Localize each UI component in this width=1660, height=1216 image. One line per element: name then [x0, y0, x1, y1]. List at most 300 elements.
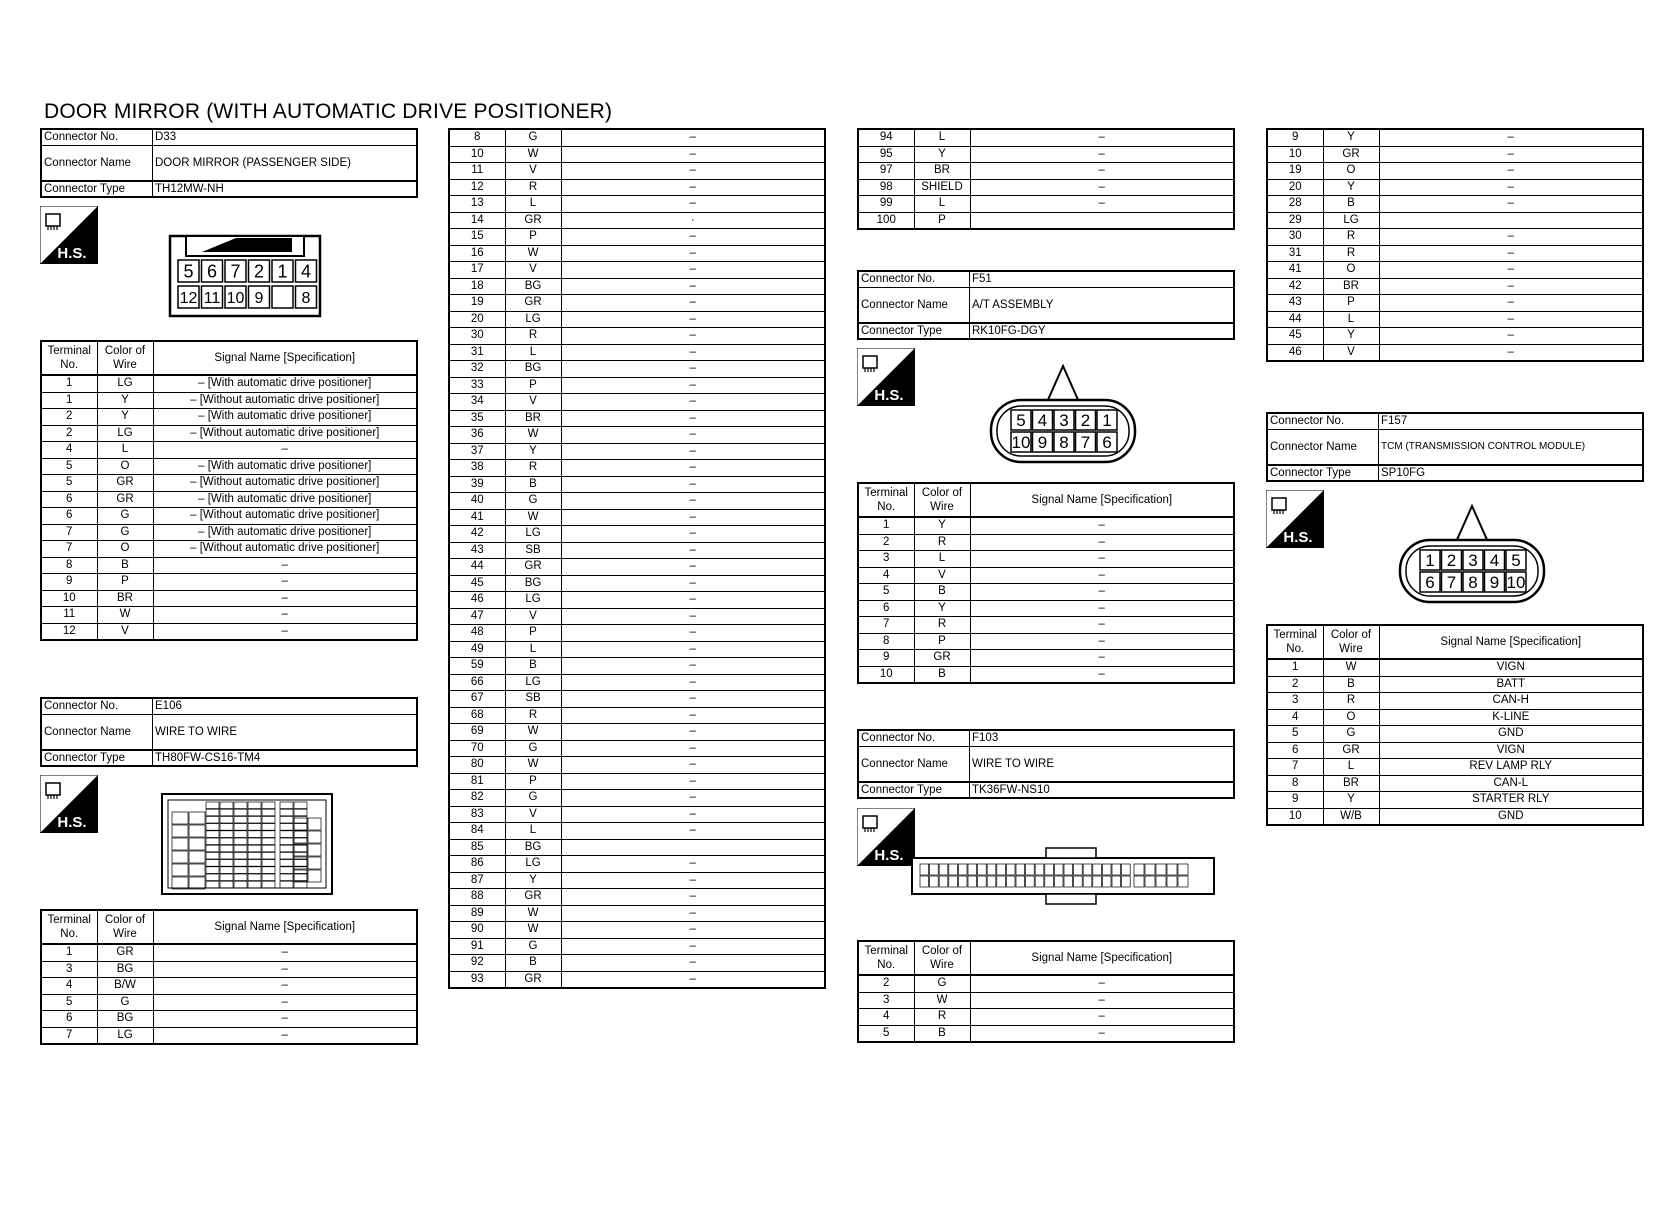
terminal-no-cell: 6: [41, 508, 97, 525]
pin-number: 8: [1468, 573, 1478, 593]
harness-side-icon: [40, 775, 98, 833]
table-row: [858, 567, 1234, 584]
wire-color-cell: G: [505, 790, 561, 807]
wire-color-cell: SB: [505, 542, 561, 559]
table-row: [1267, 129, 1643, 146]
signal-name-cell: ·: [561, 212, 825, 229]
terminal-no-cell: 45: [449, 575, 505, 592]
table-row: [1267, 278, 1643, 295]
terminal-no-cell: 44: [449, 559, 505, 576]
signal-name-cell: K-LINE: [1379, 709, 1643, 726]
terminal-no-cell: 2: [858, 534, 914, 551]
table-row: [449, 328, 825, 345]
terminal-no-cell: 11: [41, 607, 97, 624]
signal-name-cell: –: [1379, 179, 1643, 196]
terminal-no-cell: 90: [449, 922, 505, 939]
wire-color-cell: W: [505, 427, 561, 444]
d33-connector-face: [166, 232, 330, 320]
table-row: [449, 625, 825, 642]
wire-color-cell: R: [505, 179, 561, 196]
signal-name-cell: –: [1379, 245, 1643, 262]
table-row: [449, 790, 825, 807]
wire-color-cell: R: [914, 534, 970, 551]
terminal-no-cell: 16: [449, 245, 505, 262]
f157-connector-type: SP10FG: [1379, 465, 1644, 481]
wire-color-cell: BG: [97, 1011, 153, 1028]
table-row: [1267, 693, 1643, 710]
pin-number: 9: [254, 289, 264, 307]
wire-color-cell: V: [505, 163, 561, 180]
terminal-no-cell: 13: [449, 196, 505, 213]
e106-connector-info: Connector No. E106 Connector Name WIRE TO WIRE Connector Type TH80FW-CS16-TM4: [40, 697, 418, 767]
wire-color-cell: Y: [1323, 328, 1379, 345]
wire-color-cell: V: [914, 567, 970, 584]
table-row: [858, 212, 1234, 229]
terminal-no-cell: 15: [449, 229, 505, 246]
table-row: [449, 427, 825, 444]
wire-color-cell: L: [914, 196, 970, 213]
signal-name-cell: –: [970, 650, 1234, 667]
signal-name-cell: –: [561, 625, 825, 642]
pin-number: 4: [1037, 411, 1048, 431]
signal-name-cell: –: [1379, 163, 1643, 180]
terminal-no-cell: 43: [449, 542, 505, 559]
terminal-no-cell: 10: [1267, 146, 1323, 163]
wire-color-cell: P: [505, 229, 561, 246]
terminal-no-cell: 39: [449, 476, 505, 493]
table-row: [449, 410, 825, 427]
terminal-no-cell: 4: [41, 978, 97, 995]
table-row: [449, 443, 825, 460]
wire-color-cell: W: [505, 724, 561, 741]
terminal-no-cell: 41: [449, 509, 505, 526]
terminal-no-cell: 6: [41, 1011, 97, 1028]
wire-color-cell: Y: [1323, 792, 1379, 809]
terminal-no-cell: 8: [1267, 775, 1323, 792]
wire-color-cell: BR: [1323, 775, 1379, 792]
terminal-no-cell: 4: [41, 442, 97, 459]
signal-name-cell: –: [1379, 278, 1643, 295]
wire-color-cell: V: [505, 262, 561, 279]
signal-name-cell: –: [561, 196, 825, 213]
terminal-no-cell: 10: [1267, 808, 1323, 825]
table-row: [41, 425, 417, 442]
wire-color-cell: B: [97, 557, 153, 574]
wire-color-cell: P: [97, 574, 153, 591]
table-row: [449, 691, 825, 708]
table-row: [449, 641, 825, 658]
table-row: [449, 658, 825, 675]
table-row: [449, 757, 825, 774]
wire-color-cell: G: [914, 975, 970, 992]
signal-name-cell: VIGN: [1379, 659, 1643, 676]
wire-color-cell: BG: [505, 361, 561, 378]
signal-name-cell: –: [970, 146, 1234, 163]
terminal-no-cell: 10: [41, 590, 97, 607]
signal-name-cell: –: [561, 129, 825, 146]
signal-name-cell: –: [561, 229, 825, 246]
table-row: [41, 409, 417, 426]
signal-name-cell: –: [970, 633, 1234, 650]
table-row: [1267, 676, 1643, 693]
table-row: [449, 377, 825, 394]
table-row: [449, 839, 825, 856]
wire-color-cell: G: [97, 524, 153, 541]
table-row: [858, 129, 1234, 146]
svg-text:H.S.: H.S.: [57, 245, 87, 262]
terminal-no-cell: 46: [1267, 344, 1323, 361]
wire-color-cell: L: [1323, 311, 1379, 328]
wire-color-cell: BR: [505, 410, 561, 427]
page-title: DOOR MIRROR (WITH AUTOMATIC DRIVE POSITIONER): [44, 100, 613, 123]
f51-connector-no: F51: [970, 271, 1235, 287]
terminal-no-cell: 41: [1267, 262, 1323, 279]
wire-color-cell: P: [914, 212, 970, 229]
terminal-no-cell: 8: [449, 129, 505, 146]
signal-name-cell: [1379, 212, 1643, 229]
wire-color-cell: W: [914, 992, 970, 1009]
terminal-no-cell: 43: [1267, 295, 1323, 312]
signal-name-cell: –: [561, 295, 825, 312]
signal-name-cell: –: [970, 567, 1234, 584]
terminal-no-cell: 7: [858, 617, 914, 634]
harness-side-icon: [857, 348, 915, 406]
pin-number: 3: [1468, 551, 1478, 571]
wire-color-cell: O: [1323, 709, 1379, 726]
table-row: [41, 574, 417, 591]
terminal-no-cell: 2: [41, 409, 97, 426]
table-row: [449, 872, 825, 889]
wire-color-cell: LG: [505, 674, 561, 691]
wire-color-cell: G: [505, 938, 561, 955]
signal-name-cell: –: [561, 146, 825, 163]
table-row: [1267, 295, 1643, 312]
signal-name-cell: –: [561, 278, 825, 295]
pin-number: 4: [1489, 551, 1500, 571]
pin-number: 6: [1425, 573, 1435, 593]
wire-color-cell: GR: [1323, 146, 1379, 163]
terminal-no-cell: 14: [449, 212, 505, 229]
wire-color-cell: L: [914, 129, 970, 146]
pin-number: 3: [1059, 411, 1069, 431]
table-row: [449, 278, 825, 295]
terminal-no-cell: 35: [449, 410, 505, 427]
table-row: [449, 592, 825, 609]
table-row: [449, 856, 825, 873]
terminal-no-cell: 91: [449, 938, 505, 955]
signal-name-cell: –: [561, 592, 825, 609]
terminal-no-cell: 4: [858, 567, 914, 584]
signal-name-cell: –: [561, 361, 825, 378]
svg-text:H.S.: H.S.: [57, 814, 87, 831]
wire-color-cell: LG: [97, 425, 153, 442]
pin-number: 7: [1080, 433, 1091, 453]
terminal-no-cell: 94: [858, 129, 914, 146]
wire-color-cell: L: [505, 344, 561, 361]
wire-color-cell: P: [505, 773, 561, 790]
wire-color-cell: G: [97, 508, 153, 525]
signal-name-cell: VIGN: [1379, 742, 1643, 759]
f103-connector-info: Connector No. F103 Connector Name WIRE TO WIRE Connector Type TK36FW-NS10: [857, 729, 1235, 799]
signal-name-cell: –: [970, 600, 1234, 617]
table-row: [41, 623, 417, 640]
table-row: [449, 493, 825, 510]
pin-number: 1: [1102, 411, 1112, 431]
table-row: [41, 590, 417, 607]
signal-name-cell: –: [561, 493, 825, 510]
table-row: [858, 633, 1234, 650]
terminal-no-cell: 9: [858, 650, 914, 667]
table-row: [449, 361, 825, 378]
wire-color-cell: R: [914, 1009, 970, 1026]
signal-name-cell: – [With automatic drive positioner]: [153, 491, 417, 508]
signal-name-cell: – [With automatic drive positioner]: [153, 524, 417, 541]
table-row: [41, 607, 417, 624]
signal-name-cell: –: [1379, 262, 1643, 279]
table-row: [449, 509, 825, 526]
table-row: [41, 994, 417, 1011]
table-row: [1267, 311, 1643, 328]
table-row: [1267, 775, 1643, 792]
terminal-no-cell: 10: [858, 666, 914, 683]
signal-name-cell: –: [561, 757, 825, 774]
terminal-no-cell: 4: [858, 1009, 914, 1026]
terminal-no-cell: 89: [449, 905, 505, 922]
terminal-no-cell: 8: [41, 557, 97, 574]
signal-name-cell: –: [561, 443, 825, 460]
pin-number: 7: [1446, 573, 1457, 593]
signal-name-cell: –: [970, 196, 1234, 213]
terminal-no-cell: 5: [1267, 726, 1323, 743]
terminal-no-cell: 2: [858, 975, 914, 992]
terminal-no-cell: 88: [449, 889, 505, 906]
table-row: [1267, 344, 1643, 361]
signal-name-cell: –: [561, 179, 825, 196]
signal-name-cell: –: [1379, 229, 1643, 246]
wire-color-cell: W/B: [1323, 808, 1379, 825]
terminal-no-cell: 30: [449, 328, 505, 345]
e106-terminal-table: Terminal No. Color of Wire Signal Name [Specification] 1 GR – 3 BG – 4 B/W – 5 G – 6 BG – 7 LG –: [40, 909, 418, 1045]
wire-color-cell: BR: [1323, 278, 1379, 295]
signal-name-cell: GND: [1379, 808, 1643, 825]
wire-color-cell: P: [1323, 295, 1379, 312]
wire-color-cell: P: [914, 633, 970, 650]
signal-name-cell: –: [561, 955, 825, 972]
table-row: [449, 575, 825, 592]
terminal-no-cell: 4: [1267, 709, 1323, 726]
terminal-no-cell: 10: [449, 146, 505, 163]
terminal-no-cell: 19: [1267, 163, 1323, 180]
terminal-no-cell: 32: [449, 361, 505, 378]
table-row: [858, 600, 1234, 617]
wire-color-cell: Y: [914, 600, 970, 617]
f103-connector-face: [910, 846, 1218, 908]
svg-text:H.S.: H.S.: [1283, 529, 1313, 546]
terminal-no-cell: 67: [449, 691, 505, 708]
terminal-no-cell: 84: [449, 823, 505, 840]
wire-color-cell: Y: [97, 409, 153, 426]
table-row: [1267, 792, 1643, 809]
terminal-no-cell: 12: [41, 623, 97, 640]
terminal-no-cell: 85: [449, 839, 505, 856]
wire-color-cell: W: [505, 922, 561, 939]
table-row: [449, 262, 825, 279]
terminal-no-cell: 70: [449, 740, 505, 757]
f51-terminal-table: Terminal No. Color of Wire Signal Name [Specification] 1 Y – 2 R – 3 L – 4 V – 5 B – 6 Y – 7 R – 8 P – 9 GR – 10 B –: [857, 482, 1235, 684]
terminal-no-cell: 5: [41, 994, 97, 1011]
terminal-no-cell: 7: [41, 524, 97, 541]
signal-name-cell: –: [561, 509, 825, 526]
terminal-no-cell: 19: [449, 295, 505, 312]
wire-color-cell: GR: [505, 889, 561, 906]
table-row: [858, 975, 1234, 992]
wire-color-cell: O: [1323, 163, 1379, 180]
signal-name-cell: GND: [1379, 726, 1643, 743]
wire-color-cell: W: [97, 607, 153, 624]
signal-name-cell: –: [970, 975, 1234, 992]
table-row: [449, 394, 825, 411]
wire-color-cell: G: [505, 493, 561, 510]
terminal-no-cell: 98: [858, 179, 914, 196]
terminal-no-cell: 59: [449, 658, 505, 675]
terminal-no-cell: 17: [449, 262, 505, 279]
signal-name-cell: [970, 212, 1234, 229]
wire-color-cell: V: [505, 806, 561, 823]
table-row: [1267, 808, 1643, 825]
table-row: [1267, 659, 1643, 676]
f103-connector-name: WIRE TO WIRE: [970, 746, 1235, 782]
wire-color-cell: R: [914, 617, 970, 634]
d33-connector-info: Connector No. D33 Connector Name DOOR MIRROR (PASSENGER SIDE) Connector Type TH12MW-NH: [40, 128, 418, 198]
wire-color-cell: LG: [505, 592, 561, 609]
table-row: [858, 196, 1234, 213]
wire-color-cell: B: [505, 658, 561, 675]
signal-name-cell: –: [153, 994, 417, 1011]
wire-color-cell: LG: [505, 311, 561, 328]
signal-name-cell: CAN-H: [1379, 693, 1643, 710]
wire-color-cell: L: [914, 551, 970, 568]
signal-name-cell: –: [1379, 295, 1643, 312]
signal-name-cell: –: [153, 944, 417, 961]
signal-name-cell: –: [970, 534, 1234, 551]
terminal-no-cell: 12: [449, 179, 505, 196]
wire-color-cell: W: [505, 245, 561, 262]
table-row: [449, 823, 825, 840]
signal-name-cell: –: [153, 557, 417, 574]
table-row: [41, 944, 417, 961]
table-row: [1267, 229, 1643, 246]
pin-number: 6: [1102, 433, 1112, 453]
signal-name-cell: –: [153, 961, 417, 978]
signal-name-cell: –: [561, 707, 825, 724]
wire-color-cell: G: [97, 994, 153, 1011]
table-row: [1267, 742, 1643, 759]
pin-number: 4: [300, 261, 312, 282]
terminal-no-cell: 3: [1267, 693, 1323, 710]
wire-color-cell: B: [1323, 676, 1379, 693]
table-row: [1267, 328, 1643, 345]
table-row: [41, 978, 417, 995]
terminal-no-cell: 20: [1267, 179, 1323, 196]
signal-name-cell: –: [561, 889, 825, 906]
f157-connector-name: TCM (TRANSMISSION CONTROL MODULE): [1379, 429, 1644, 465]
signal-name-cell: –: [970, 1025, 1234, 1042]
signal-name-cell: –: [561, 542, 825, 559]
terminal-no-cell: 6: [41, 491, 97, 508]
signal-name-cell: – [Without automatic drive positioner]: [153, 508, 417, 525]
signal-name-cell: – [Without automatic drive positioner]: [153, 475, 417, 492]
table-row: [449, 344, 825, 361]
table-row: [858, 992, 1234, 1009]
wire-color-cell: BG: [97, 961, 153, 978]
signal-name-cell: –: [561, 245, 825, 262]
wire-color-cell: R: [1323, 693, 1379, 710]
terminal-no-cell: 1: [1267, 659, 1323, 676]
table-row: [41, 458, 417, 475]
signal-name-cell: –: [970, 1009, 1234, 1026]
terminal-no-cell: 6: [858, 600, 914, 617]
pin-number: 9: [1037, 433, 1048, 453]
pin-number: 6: [206, 261, 218, 282]
wire-color-cell: O: [97, 458, 153, 475]
signal-name-cell: –: [561, 872, 825, 889]
table-row: [449, 707, 825, 724]
table-row: [1267, 709, 1643, 726]
signal-name-cell: –: [561, 938, 825, 955]
pin-number: 10: [1011, 433, 1031, 453]
pin-number: 11: [203, 289, 221, 307]
terminal-no-cell: 42: [449, 526, 505, 543]
table-row: [858, 666, 1234, 683]
terminal-no-cell: 93: [449, 971, 505, 988]
pin-number: 2: [253, 261, 265, 282]
table-row: [449, 311, 825, 328]
harness-side-icon: [857, 808, 915, 866]
f103-connector-type: TK36FW-NS10: [970, 782, 1235, 798]
d33-terminal-table: Terminal No. Color of Wire Signal Name [Specification] 1 LG – [With automatic drive positioner] 1 Y – [Without automatic drive positioner] 2 Y – [With automatic drive positioner] 2 LG – [Without automatic drive positioner] 4 L – 5 O – [With automatic drive positioner] 5 GR – [Without automatic drive positioner] 6 GR – [With automatic drive positioner] 6 G – [Without automatic drive positioner] 7 G – [With automatic drive positioner] 7 O – [Without automatic drive positioner] 8 B – 9 P – 10 BR – 11 W – 12 V –: [40, 340, 418, 641]
table-row: [449, 955, 825, 972]
signal-name-cell: –: [561, 377, 825, 394]
terminal-no-cell: 9: [41, 574, 97, 591]
wire-color-cell: GR: [505, 559, 561, 576]
pin-number: 2: [1080, 411, 1091, 431]
terminal-no-cell: 11: [449, 163, 505, 180]
terminal-no-cell: 5: [41, 458, 97, 475]
signal-name-cell: – [With automatic drive positioner]: [153, 409, 417, 426]
wire-color-cell: LG: [1323, 212, 1379, 229]
signal-name-cell: [561, 839, 825, 856]
signal-name-cell: – [With automatic drive positioner]: [153, 458, 417, 475]
table-row: [449, 129, 825, 146]
table-row: [41, 375, 417, 392]
terminal-no-cell: 68: [449, 707, 505, 724]
terminal-no-cell: 34: [449, 394, 505, 411]
signal-name-cell: –: [561, 905, 825, 922]
table-row: [449, 542, 825, 559]
table-row: [858, 146, 1234, 163]
table-row: [449, 559, 825, 576]
wire-color-cell: W: [505, 757, 561, 774]
table-row: [449, 163, 825, 180]
wire-color-cell: W: [505, 905, 561, 922]
pin-number: 8: [301, 289, 311, 307]
table-row: [449, 674, 825, 691]
pin-number: 1: [277, 261, 288, 282]
terminal-no-cell: 92: [449, 955, 505, 972]
wire-color-cell: GR: [97, 944, 153, 961]
table-row: [449, 196, 825, 213]
signal-name-cell: –: [970, 179, 1234, 196]
